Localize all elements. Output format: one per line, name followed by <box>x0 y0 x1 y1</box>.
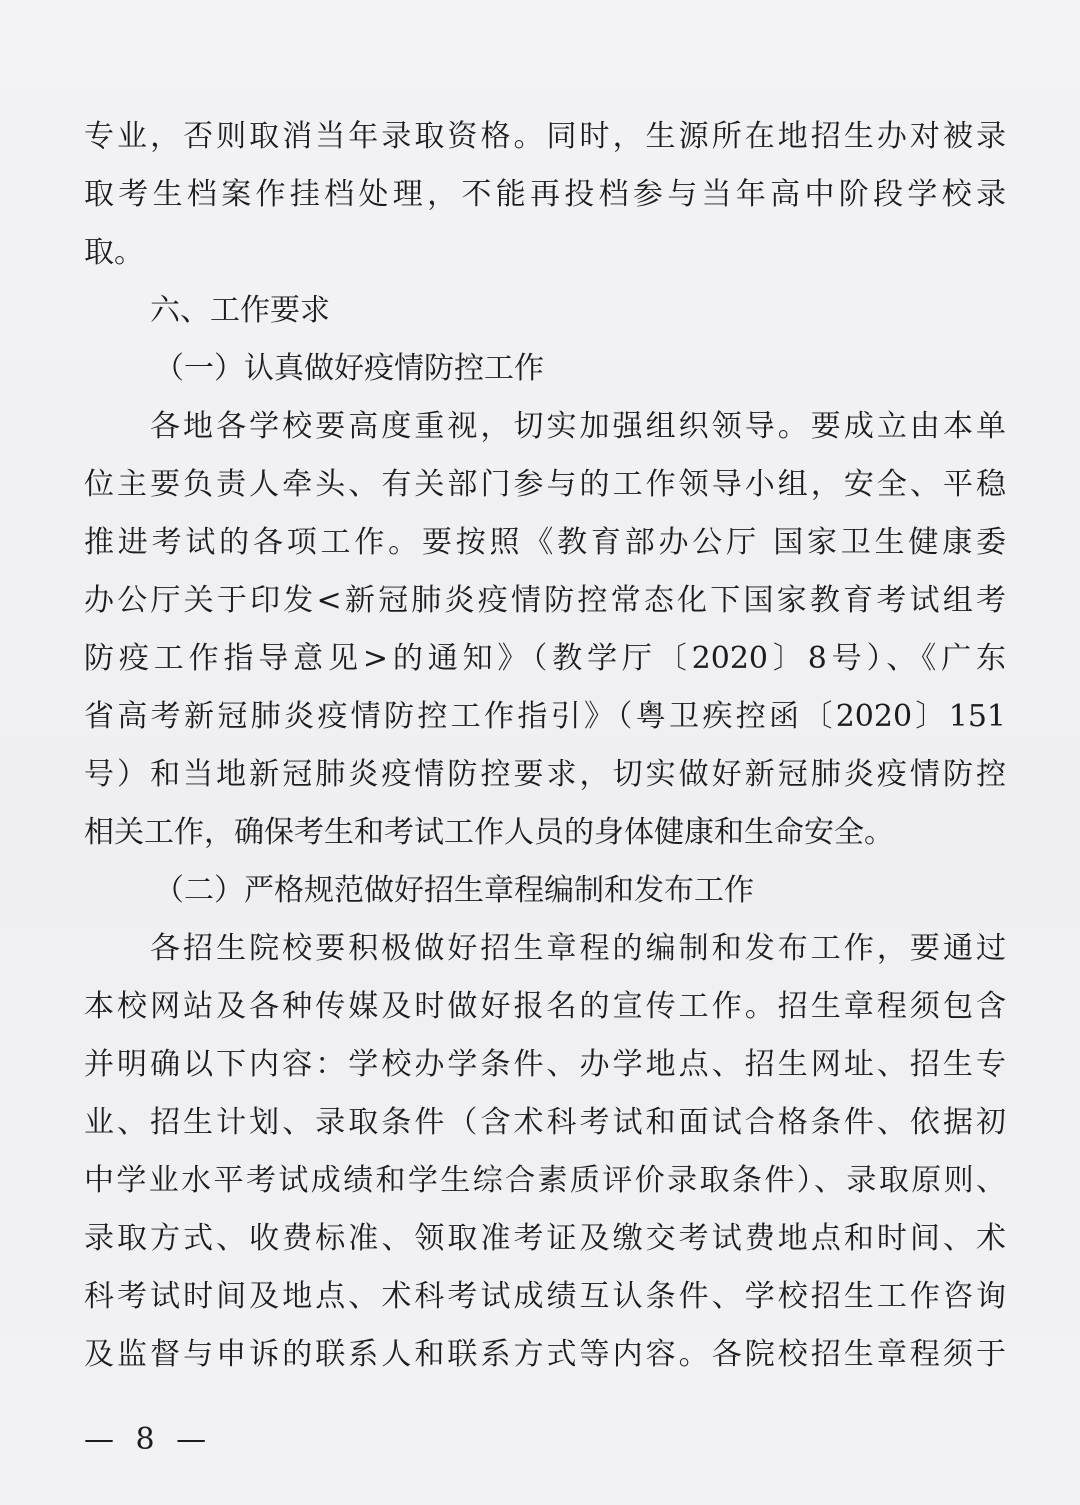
text-line: 业、招生计划、录取条件（含术科考试和面试合格条件、依据初 <box>84 1105 1006 1140</box>
body-text <box>84 108 1006 1384</box>
text-line: 及监督与申诉的联系人和联系方式等内容。各院校招生章程须于 <box>84 1337 1006 1372</box>
text-line: 省高考新冠肺炎疫情防控工作指引》（粤卫疾控函〔2020〕151 <box>84 699 1006 734</box>
text-line: 本校网站及各种传媒及时做好报名的宣传工作。招生章程须包含 <box>84 989 1006 1024</box>
text-line: 取考生档案作挂档处理，不能再投档参与当年高中阶段学校录 <box>84 177 1006 212</box>
text-line: 相关工作，确保考生和考试工作人员的身体健康和生命安全。 <box>84 815 894 850</box>
text-line: 科考试时间及地点、术科考试成绩互认条件、学校招生工作咨询 <box>84 1279 1006 1314</box>
text-line: 各招生院校要积极做好招生章程的编制和发布工作，要通过 <box>150 931 1006 966</box>
page-number: — 8 — <box>84 1422 213 1457</box>
text-line: 办公厅关于印发<新冠肺炎疫情防控常态化下国家教育考试组考 <box>84 583 1006 618</box>
text-line: 录取方式、收费标准、领取准考证及缴交考试费地点和时间、术 <box>84 1221 1006 1256</box>
text-line: 防疫工作指导意见>的通知》（教学厅〔2020〕8号）、《广东 <box>84 641 1006 676</box>
text-line: 专业，否则取消当年录取资格。同时，生源所在地招生办对被录 <box>84 119 1006 154</box>
text-line: 中学业水平考试成绩和学生综合素质评价录取条件）、录取原则、 <box>84 1163 1006 1198</box>
text-line: 并明确以下内容：学校办学条件、办学地点、招生网址、招生专 <box>84 1047 1006 1082</box>
section-heading: 六、工作要求 <box>150 293 330 328</box>
text-line: 各地各学校要高度重视，切实加强组织领导。要成立由本单 <box>150 409 1006 444</box>
subsection-heading: （二）严格规范做好招生章程编制和发布工作 <box>154 873 754 908</box>
text-line: 推进考试的各项工作。要按照《教育部办公厅 国家卫生健康委 <box>84 525 1006 560</box>
text-line: 号）和当地新冠肺炎疫情防控要求，切实做好新冠肺炎疫情防控 <box>84 757 1006 792</box>
subsection-heading: （一）认真做好疫情防控工作 <box>154 351 544 386</box>
text-line: 取。 <box>84 235 144 270</box>
text-line: 位主要负责人牵头、有关部门参与的工作领导小组，安全、平稳 <box>84 467 1006 502</box>
